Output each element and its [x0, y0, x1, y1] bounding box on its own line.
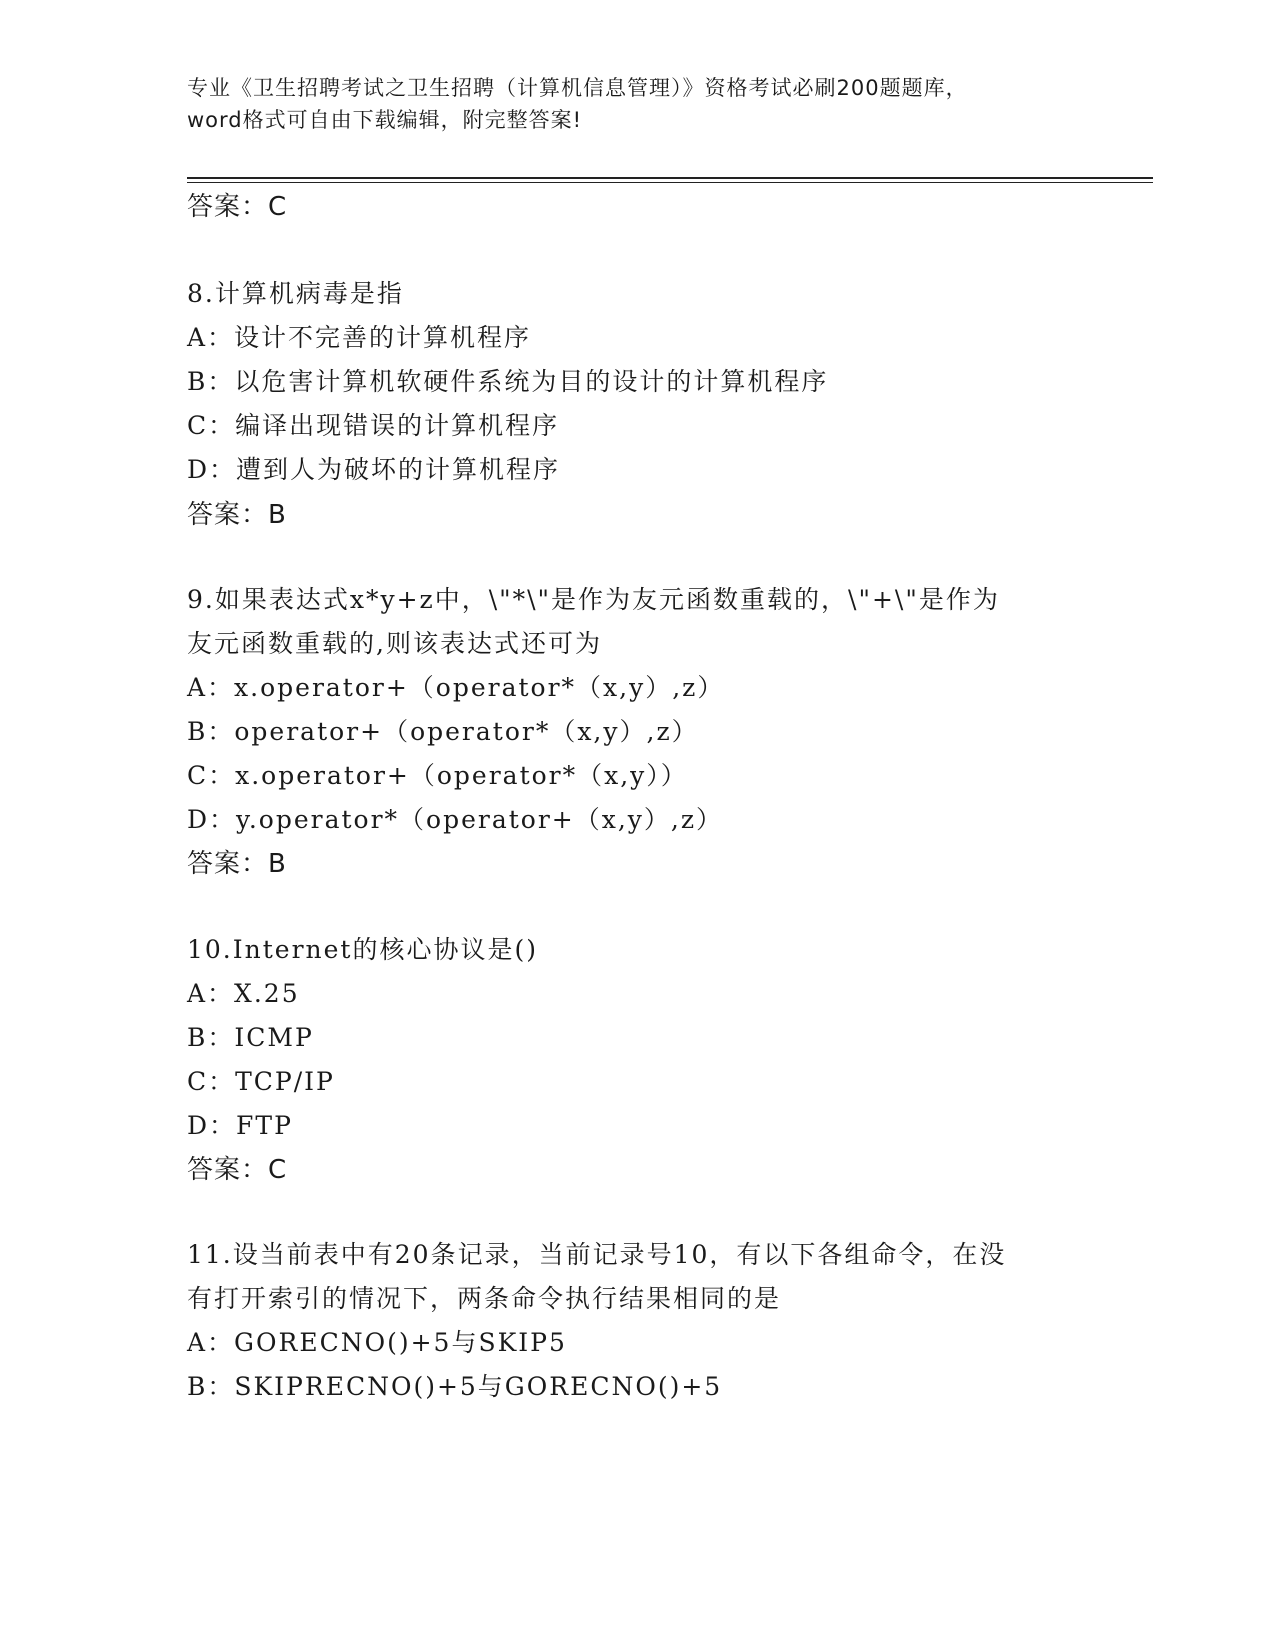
q9-option-c: C：x.operator+（operator*（x,y））: [187, 761, 688, 790]
q9-stem-line-1: 9.如果表达式x*y+z中，\"*\"是作为友元函数重载的，\"+\"是作为: [187, 585, 1000, 614]
header-line-2: word格式可自由下载编辑，附完整答案!: [187, 108, 583, 132]
header-divider-thin: [187, 182, 1153, 183]
q10-option-a: A：X.25: [187, 979, 300, 1008]
q8-stem: 8.计算机病毒是指: [187, 279, 404, 308]
q11-option-a: A：GORECNO()+5与SKIP5: [187, 1328, 567, 1357]
answer-previous: 答案：C: [187, 192, 288, 222]
q8-option-c: C：编译出现错误的计算机程序: [187, 411, 560, 440]
q10-option-c: C：TCP/IP: [187, 1067, 335, 1096]
q10-option-b: B：ICMP: [187, 1023, 314, 1052]
q9-option-a: A：x.operator+（operator*（x,y）,z）: [187, 673, 725, 702]
q8-answer: 答案：B: [187, 500, 287, 530]
q8-option-a: A：设计不完善的计算机程序: [187, 323, 532, 352]
q11-option-b: B：SKIPRECNO()+5与GORECNO()+5: [187, 1372, 723, 1401]
q9-option-b: B：operator+（operator*（x,y）,z）: [187, 717, 699, 746]
header-line-1: 专业《卫生招聘考试之卫生招聘（计算机信息管理）》资格考试必刷200题题库，: [187, 76, 968, 100]
q10-stem: 10.Internet的核心协议是(): [187, 935, 538, 964]
q8-option-d: D：遭到人为破坏的计算机程序: [187, 455, 561, 484]
header-divider-thick: [187, 177, 1153, 179]
q8-option-b: B：以危害计算机软硬件系统为目的设计的计算机程序: [187, 367, 829, 396]
q9-option-d: D：y.operator*（operator+（x,y）,z）: [187, 805, 724, 834]
q9-stem-line-2: 友元函数重载的,则该表达式还可为: [187, 629, 602, 658]
q11-stem-line-1: 11.设当前表中有20条记录，当前记录号10，有以下各组命令，在没: [187, 1240, 1007, 1269]
q10-option-d: D：FTP: [187, 1111, 293, 1140]
document-header: [187, 72, 1067, 136]
q10-answer: 答案：C: [187, 1155, 288, 1185]
q9-answer: 答案：B: [187, 849, 287, 879]
q11-stem-line-2: 有打开索引的情况下，两条命令执行结果相同的是: [187, 1284, 782, 1313]
